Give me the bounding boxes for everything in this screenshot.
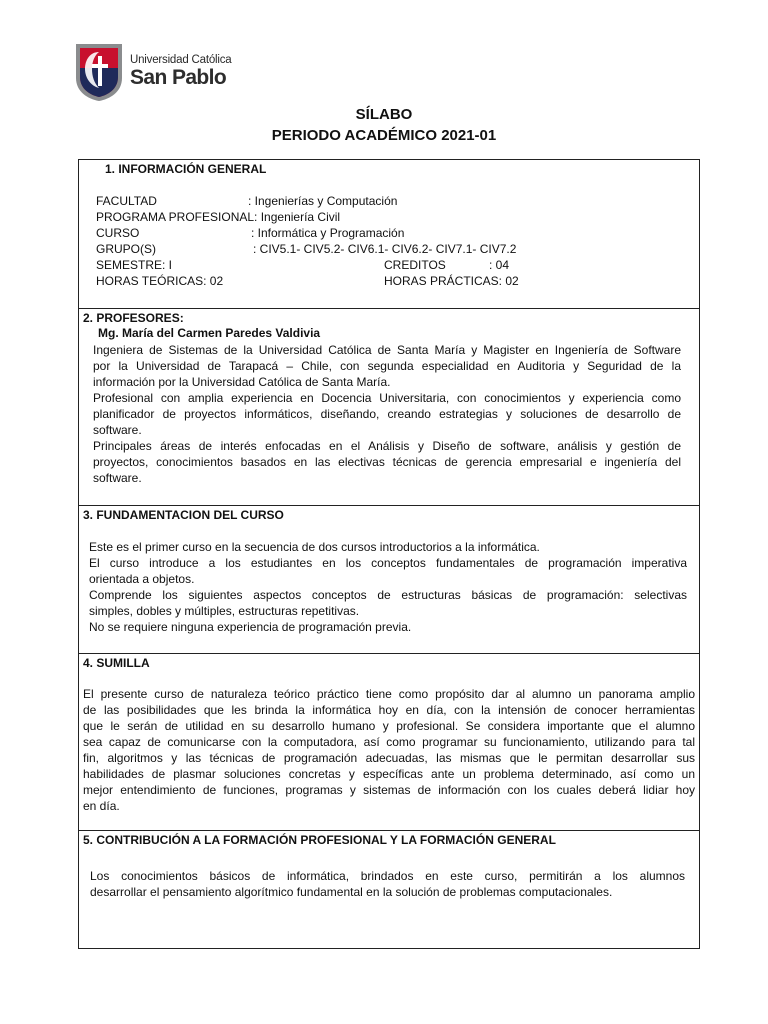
section-general-info <box>79 160 699 308</box>
facultad-row <box>96 194 398 208</box>
creditos-value: : 04 <box>489 258 510 272</box>
professor-name: Mg. María del Carmen Paredes Valdivia <box>98 326 321 340</box>
text-line: que le serán de utilidad en su desarrollo humano y profesional. Se considera importante que el alumno <box>83 719 695 733</box>
text-line: habilidades de plasmar soluciones concretas y específicas ante un problema determinado, así como un <box>83 767 695 781</box>
curso-row <box>96 226 405 240</box>
document-subtitle: PERIODO ACADÉMICO 2021-01 <box>271 127 497 144</box>
university-logo <box>74 42 232 104</box>
section-professors <box>79 308 699 505</box>
programa-label: PROGRAMA PROFESIONAL: <box>96 210 258 224</box>
summary-text <box>83 686 695 814</box>
text-line: desarrollar el pensamiento algorítmico fundamental en la solución de problemas computacionales. <box>90 885 613 899</box>
text-line: Este es el primer curso en la secuencia de dos cursos introductorios a la informática. <box>89 540 540 554</box>
logo-line1: Universidad Católica <box>130 54 232 66</box>
document-title: SÍLABO <box>355 106 413 123</box>
text-line: proyectos, conocimientos basados en las electivas técnicas de gerencia empresarial e ingeniería del <box>93 455 681 469</box>
text-line: Comprende los siguientes aspectos conceptos de estructuras básicas de programación: selectivas <box>89 588 687 602</box>
text-line: Profesional con amplia experiencia en Docencia Universitaria, con conocimientos y experiencia como <box>93 391 681 405</box>
section-heading: 1. INFORMACIÓN GENERAL <box>105 162 267 176</box>
foundation-text <box>89 539 687 635</box>
professor-bio <box>93 342 681 486</box>
text-line: en día. <box>83 799 120 813</box>
creditos-label: CREDITOS <box>384 258 446 272</box>
text-line: Ingeniera de Sistemas de la Universidad Católica de Santa María y Magister en Ingeniería de Software <box>93 343 681 357</box>
syllabus-frame <box>78 159 700 949</box>
semestre: SEMESTRE: I <box>96 258 173 272</box>
text-line: orientada a objetos. <box>89 572 195 586</box>
contribution-text <box>90 868 685 900</box>
grupo-label: GRUPO(S) <box>96 242 156 256</box>
text-line: simples, dobles y múltiples, estructuras repetitivas. <box>89 604 360 618</box>
text-line: por la Universidad de Tarapacá – Chile, con segunda especialidad en Auditoria y Seguridad de la <box>93 359 681 373</box>
text-line: software. <box>93 471 142 485</box>
text-line: de las posibilidades que les brinda la informática hoy en día, con la intensión de conocer herramientas <box>83 703 695 717</box>
shield-cross-icon <box>74 42 124 102</box>
facultad-value: : Ingenierías y Computación <box>248 194 398 208</box>
text-line: No se requiere ninguna experiencia de programación previa. <box>89 620 412 634</box>
text-line: fin, algoritmos y las técnicas de programación adecuadas, las mismas que le permitan desarrollar sus <box>83 751 695 765</box>
horas-teoricas: HORAS TEÓRICAS: 02 <box>96 274 224 288</box>
text-line: El curso introduce a los estudiantes en los conceptos fundamentales de programación imperativa <box>89 556 687 570</box>
text-line: Los conocimientos básicos de informática, brindados en este curso, permitirán a los alumnos <box>90 869 685 883</box>
curso-value: : Informática y Programación <box>251 226 405 240</box>
grupo-value: : CIV5.1- CIV5.2- CIV6.1- CIV6.2- CIV7.1- CIV7.2 <box>253 242 517 256</box>
text-line: información por la Universidad Católica de Santa María. <box>93 375 391 389</box>
section-heading: 4. SUMILLA <box>83 656 150 670</box>
section-heading: 5. CONTRIBUCIÓN A LA FORMACIÓN PROFESIONAL Y LA FORMACIÓN GENERAL <box>83 833 556 847</box>
text-line: El presente curso de naturaleza teórico práctico tiene como propósito dar al alumno un panorama amplio <box>83 687 695 701</box>
facultad-label: FACULTAD <box>96 194 157 208</box>
text-line: Principales áreas de interés enfocadas en el Análisis y Diseño de software, análisis y gestión de <box>93 439 681 453</box>
section-foundation <box>79 505 699 653</box>
section-contribution <box>79 830 699 948</box>
section-heading: 2. PROFESORES: <box>83 311 184 325</box>
section-heading: 3. FUNDAMENTACION DEL CURSO <box>83 508 284 522</box>
creditos-row <box>384 258 510 272</box>
logo-line2: San Pablo <box>130 66 227 89</box>
programa-value: Ingeniería Civil <box>260 210 341 224</box>
text-line: software. <box>93 423 142 437</box>
horas-practicas: HORAS PRÁCTICAS: 02 <box>384 274 519 288</box>
text-line: sea capaz de comunicarse con la computadora, así como programar su funcionamiento, utilizando para tal <box>83 735 695 749</box>
section-summary <box>79 653 699 830</box>
grupo-row <box>96 242 517 256</box>
text-line: planificador de proyectos informáticos, diseñando, creando estrategias y soluciones de desarrollo de <box>93 407 681 421</box>
curso-label: CURSO <box>96 226 140 240</box>
programa-row <box>96 210 340 224</box>
text-line: mejor entendimiento de funciones, programas y sistemas de información con los cuales deberá lidiar hoy <box>83 783 695 797</box>
